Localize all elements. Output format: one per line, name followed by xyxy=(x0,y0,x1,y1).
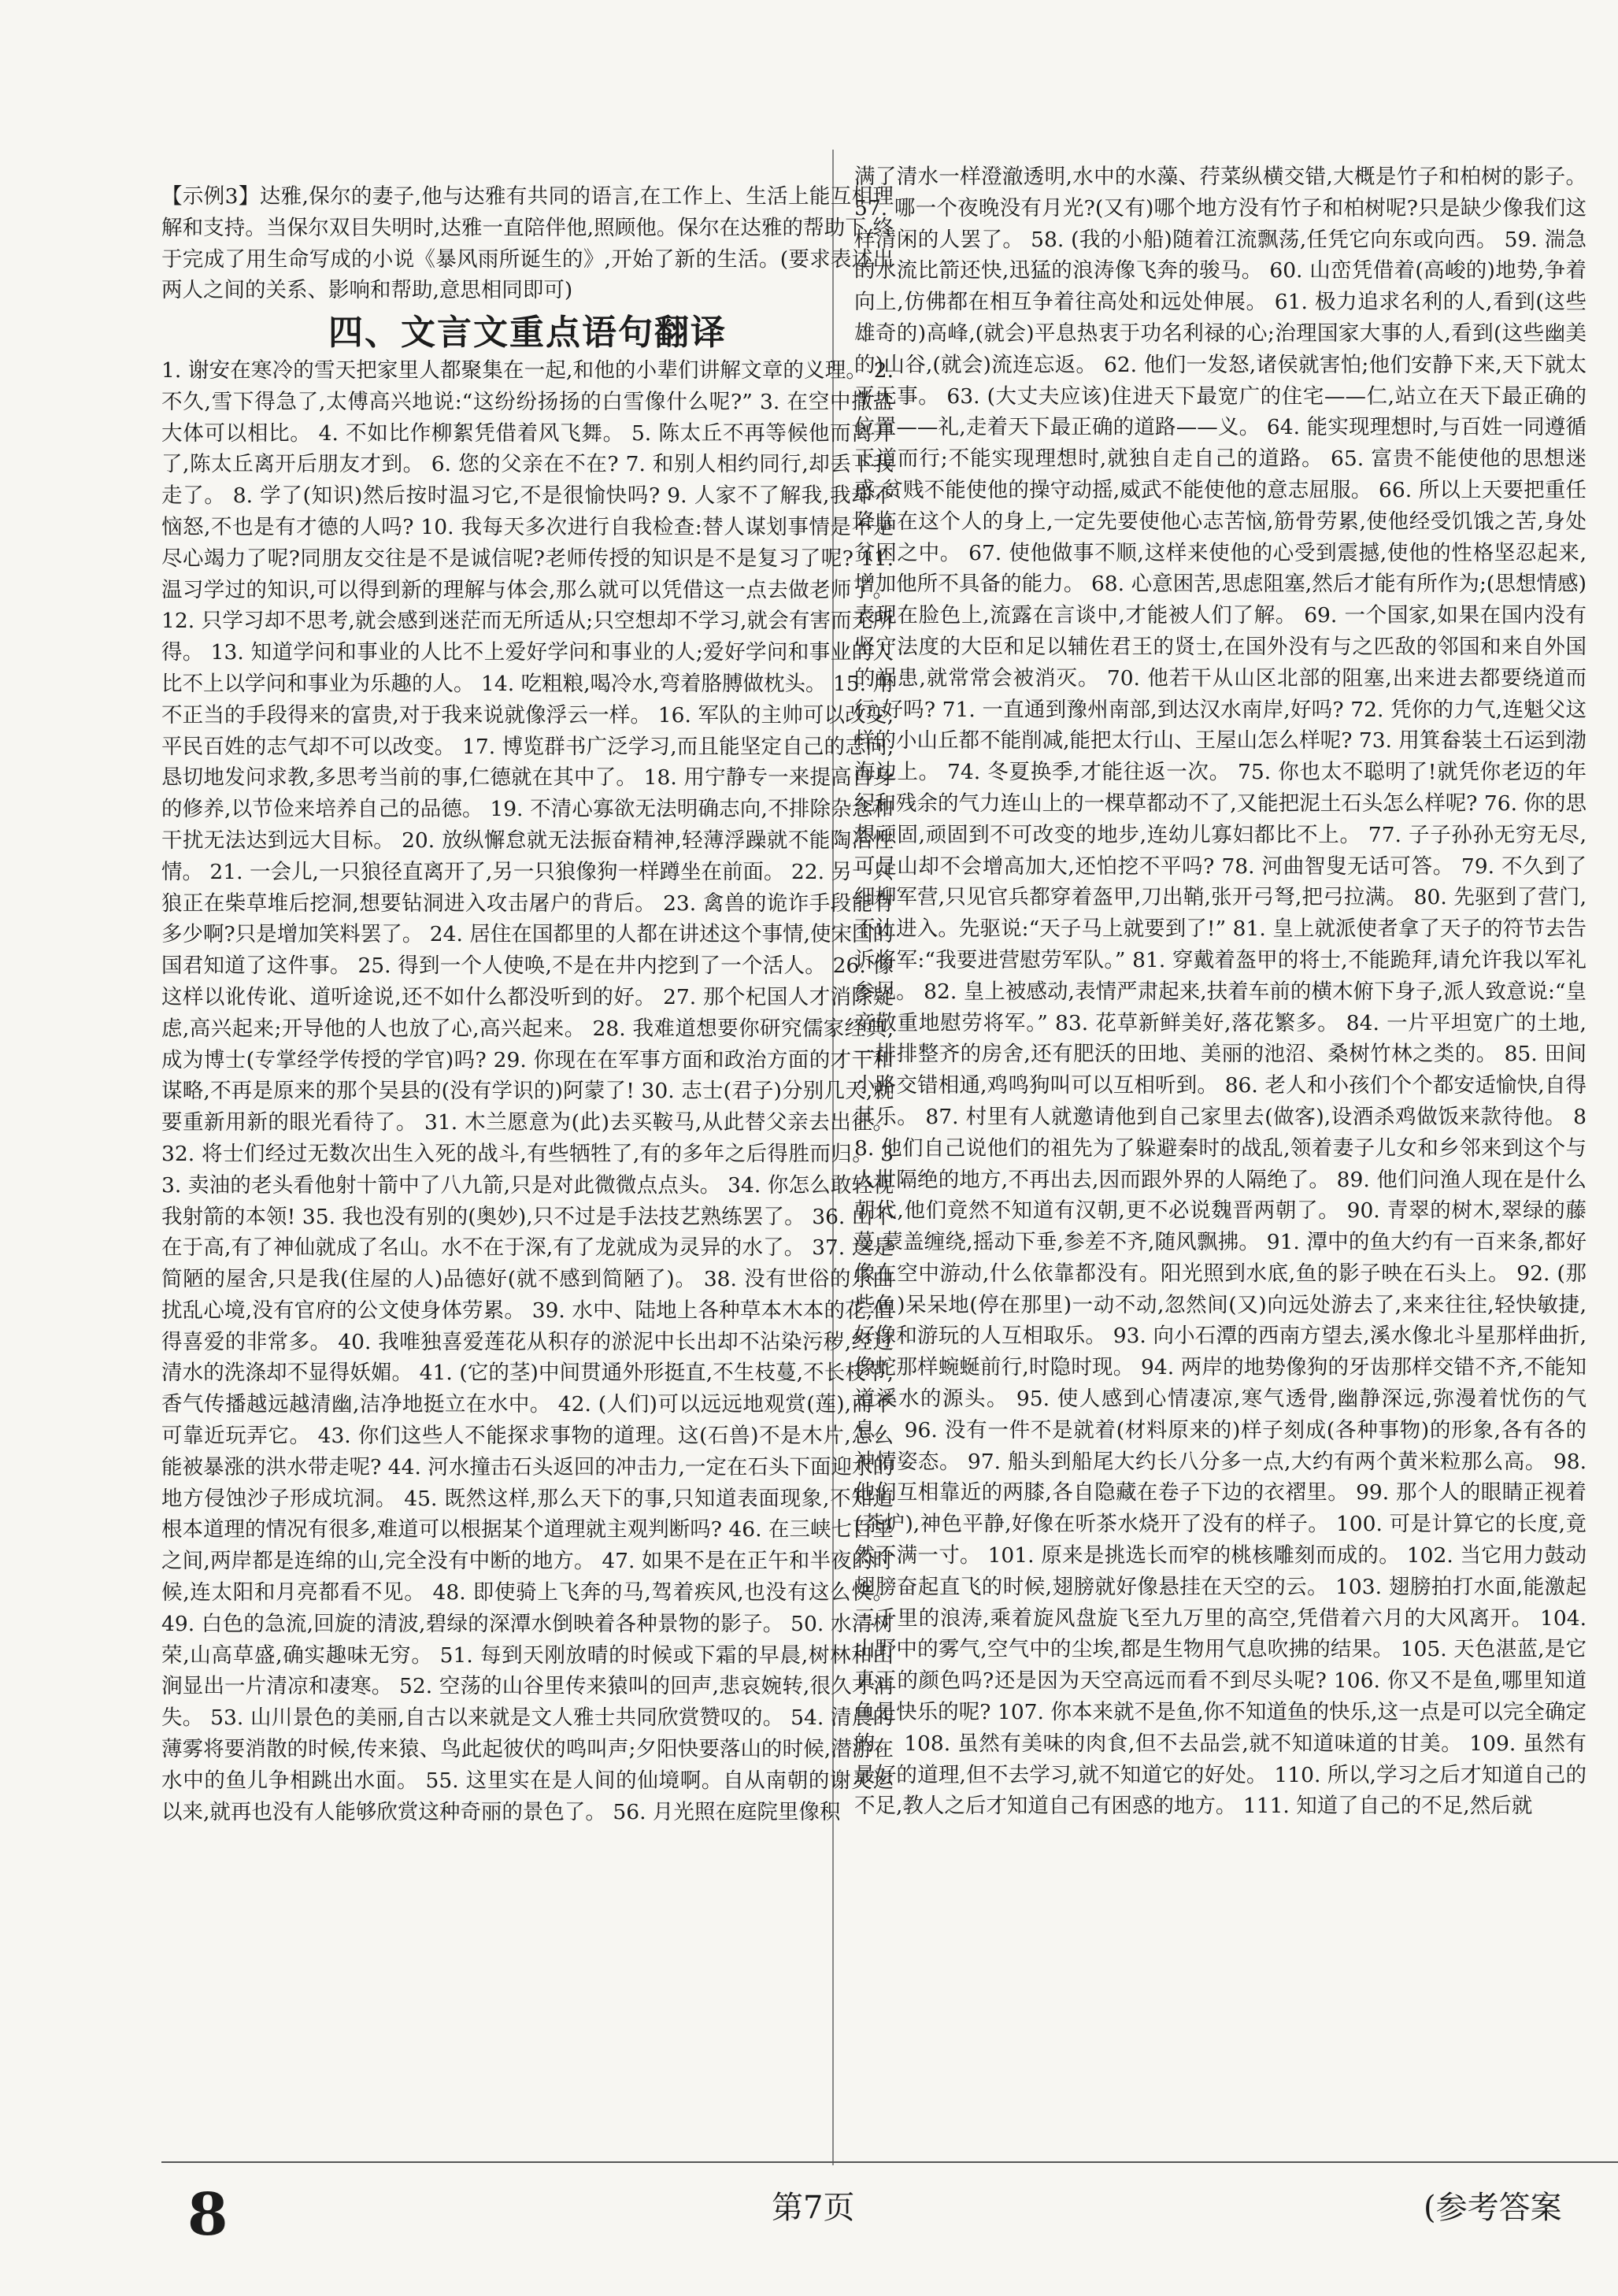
example-paragraph xyxy=(161,181,894,306)
left-column xyxy=(161,181,894,2118)
footer-rule xyxy=(161,2161,1618,2163)
page-label: 第7页 xyxy=(772,2190,855,2226)
section-title: 四、文言文重点语句翻译 xyxy=(328,313,727,354)
page-number-badge: 8 xyxy=(187,2181,228,2249)
translations-left: 1. 谢安在寒冷的雪天把家里人都聚集在一起,和他的小辈们讲解文章的义理。 2. 不久,雪下得急了,太傅高兴地说:“这纷纷扬扬的白雪像什么呢?” 3. 在空中撒盐大体可以相比。 4. 不如比作柳絮凭借着风飞舞。 5. 陈太丘不再等候他而离开了,陈太丘离开后朋友才到。 6. 您的父亲在不在? 7. 和别人相约同行,却丢下我走了。 8. 学了(知识)然后按时温习它,不是很愉快吗? 9. 人家不了解我,我却不恼怒,不也是有才德的人吗? 10. 我每天多次进行自我检查:替人谋划事情是不是尽心竭力了呢?同朋友交往是不是诚信呢?老师传授的知识是不是复习了呢? 11. 温习学过的知识,可以得到新的理解与体会,那么就可以凭借这一点去做老师了。 12. 只学习却不思考,就会感到迷茫而无所适从;只空想却不学习,就会有害而无所得。 13. 知道学问和事业的人比不上爱好学问和事业的人;爱好学问和事业的人比不上以学问和事业为乐趣的人。 14. 吃粗粮,喝冷水,弯着胳膊做枕头。 15. 用不正当的手段得来的富贵,对于我来说就像浮云一样。 16. 军队的主帅可以改变,平民百姓的志气却不可以改变。 17. 博览群书广泛学习,而且能坚定自己的志向,恳切地发问求教,多思考当前的事,仁德就在其中了。 18. 用宁静专一来提高自身的修养,以节俭来培养自己的品德。 19. 不清心寡欲无法明确志向,不排除杂念和干扰无法达到远大目标。 20. 放纵懈怠就无法振奋精神,轻薄浮躁就不能陶冶性情。 21. 一会儿,一只狼径直离开了,另一只狼像狗一样蹲坐在前面。 22. 另一只狼正在柴草堆后挖洞,想要钻洞进入攻击屠户的背后。 23. 禽兽的诡诈手段能有多少啊?只是增加笑料罢了。 24. 居住在国都里的人都在讲述这个事情,使宋国的国君知道了这件事。 25. 得到一个人使唤,不是在井内挖到了一个活人。 26. 像这样以讹传讹、道听途说,还不如什么都没听到的好。 27. 那个杞国人才消除疑虑,高兴起来;开导他的人也放了心,高兴起来。 28. 我难道想要你研究儒家经典,成为博士(专掌经学传授的学官)吗? 29. 你现在在军事方面和政治方面的才干和谋略,不再是原来的那个吴县的(没有学识的)阿蒙了! 30. 志士(君子)分别几天,就要重新用新的眼光看待了。 31. 木兰愿意为(此)去买鞍马,从此替父亲去出征。 32. 将士们经过无数次出生入死的战斗,有些牺牲了,有的多年之后得胜而归。 33. 卖油的老头看他射十箭中了八九箭,只是对此微微点点头。 34. 你怎么敢轻视我射箭的本领! 35. 我也没有别的(奥妙),只不过是手法技艺熟练罢了。 36. 山不在于高,有了神仙就成了名山。水不在于深,有了龙就成为灵异的水了。 37. 这是简陋的屋舍,只是我(住屋的人)品德好(就不感到简陋了)。 38. 没有世俗的乐曲扰乱心境,没有官府的公文使身体劳累。 39. 水中、陆地上各种草本木本的花,值得喜爱的非常多。 40. 我唯独喜爱莲花从积存的淤泥中长出却不沾染污秽,经过清水的洗涤却不显得妖媚。 41. (它的茎)中间贯通外形挺直,不生枝蔓,不长枝节,香气传播越远越清幽,洁净地挺立在水中。 42. (人们)可以远远地观赏(莲),而不可靠近玩弄它。 43. 你们这些人不能探求事物的道理。这(石兽)不是木片,怎么能被暴涨的洪水带走呢? 44. 河水撞击石头返回的冲击力,一定在石头下面迎水的地方侵蚀沙子形成坑洞。 45. 既然这样,那么天下的事,只知道表面现象,不知道根本道理的情况有很多,难道可以根据某个道理就主观判断吗? 46. 在三峡七百里之间,两岸都是连绵的山,完全没有中断的地方。 47. 如果不是在正午和半夜的时候,连太阳和月亮都看不见。 48. 即使骑上飞奔的马,驾着疾风,也没有这么快。 49. 白色的急流,回旋的清波,碧绿的深潭水倒映着各种景物的影子。 50. 水清树荣,山高草盛,确实趣味无穷。 51. 每到天刚放晴的时候或下霜的早晨,树林和山涧显出一片清凉和凄寒。 52. 空荡的山谷里传来猿叫的回声,悲哀婉转,很久才消失。 53. 山川景色的美丽,自古以来就是文人雅士共同欣赏赞叹的。 54. 清晨的薄雾将要消散的时候,传来猿、鸟此起彼伏的鸣叫声;夕阳快要落山的时候,潜游在水中的鱼儿争相跳出水面。 55. 这里实在是人间的仙境啊。自从南朝的谢灵运以来,就再也没有人能够欣赏这种奇丽的景色了。 56. 月光照在庭院里像积 xyxy=(161,357,894,1824)
example-label: 【示例3】 xyxy=(161,184,260,209)
answer-tab: (参考答案 xyxy=(1424,2190,1562,2226)
translations-right: 满了清水一样澄澈透明,水中的水藻、荇菜纵横交错,大概是竹子和柏树的影子。 57. 哪一个夜晚没有月光?(又有)哪个地方没有竹子和柏树呢?只是缺少像我们这样清闲的人罢了。 58. (我的小船)随着江流飘荡,任凭它向东或向西。 59. 湍急的水流比箭还快,迅猛的浪涛像飞奔的骏马。 60. 山峦凭借着(高峻的)地势,争着向上,仿佛都在相互争着往高处和远处伸展。 61. 极力追求名利的人,看到(这些雄奇的)高峰,(就会)平息热衷于功名利禄的心;治理国家大事的人,看到(这些幽美的)山谷,(就会)流连忘返。 62. 他们一发怒,诸侯就害怕;他们安静下来,天下就太平无事。 63. (大丈夫应该)住进天下最宽广的住宅——仁,站立在天下最正确的位置——礼,走着天下最正确的道路——义。 64. 能实现理想时,与百姓一同遵循正道而行;不能实现理想时,就独自走自己的道路。 65. 富贵不能使他的思想迷惑,贫贱不能使他的操守动摇,威武不能使他的意志屈服。 66. 所以上天要把重任降临在这个人的身上,一定先要使他心志苦恼,筋骨劳累,使他经受饥饿之苦,身处贫困之中。 67. 使他做事不顺,这样来使他的心受到震撼,使他的性格坚忍起来,增加他所不具备的能力。 68. 心意困苦,思虑阻塞,然后才能有所作为;(思想情感)表现在脸色上,流露在言谈中,才能被人们了解。 69. 一个国家,如果在国内没有坚守法度的大臣和足以辅佐君王的贤士,在国外没有与之匹敌的邻国和来自外国的祸患,就常常会被消灭。 70. 他若干从山区北部的阻塞,出来进去都要绕道而行,好吗? 71. 一直通到豫州南部,到达汉水南岸,好吗? 72. 凭你的力气,连魁父这样的小山丘都不能削减,能把太行山、王屋山怎么样呢? 73. 用箕畚装土石运到渤海边上。 74. 冬夏换季,才能往返一次。 75. 你也太不聪明了!就凭你老迈的年纪和残余的气力连山上的一棵草都动不了,又能把泥土石头怎么样呢? 76. 你的思想顽固,顽固到不可改变的地步,连幼儿寡妇都比不上。 77. 子子孙孙无穷无尽,可是山却不会增高加大,还怕挖不平吗? 78. 河曲智叟无话可答。 79. 不久到了细柳军营,只见官兵都穿着盔甲,刀出鞘,张开弓弩,把弓拉满。 80. 先驱到了营门,不让进入。先驱说:“天子马上就要到了!” 81. 皇上就派使者拿了天子的符节去告诉将军:“我要进营慰劳军队。” 81. 穿戴着盔甲的将士,不能跪拜,请允许我以军礼参见。 82. 皇上被感动,表情严肃起来,扶着车前的横木俯下身子,派人致意说:“皇帝敬重地慰劳将军。” 83. 花草新鲜美好,落花繁多。 84. 一片平坦宽广的土地,一排排整齐的房舍,还有肥沃的田地、美丽的池沼、桑树竹林之类的。 85. 田间小路交错相通,鸡鸣狗叫可以互相听到。 86. 老人和小孩们个个都安适愉快,自得其乐。 87. 村里有人就邀请他到自己家里去(做客),设酒杀鸡做饭来款待他。 88. 他们自己说他们的祖先为了躲避秦时的战乱,领着妻子儿女和乡邻来到这个与人世隔绝的地方,不再出去,因而跟外界的人隔绝了。 89. 他们问渔人现在是什么朝代,他们竟然不知道有汉朝,更不必说魏晋两朝了。 90. 青翠的树木,翠绿的藤蔓,蒙盖缠绕,摇动下垂,参差不齐,随风飘拂。 91. 潭中的鱼大约有一百来条,都好像在空中游动,什么依靠都没有。阳光照到水底,鱼的影子映在石头上。 92. (那些鱼)呆呆地(停在那里)一动不动,忽然间(又)向远处游去了,来来往往,轻快敏捷,好像和游玩的人互相取乐。 93. 向小石潭的西南方望去,溪水像北斗星那样曲折,像蛇那样蜿蜒前行,时隐时现。 94. 两岸的地势像狗的牙齿那样交错不齐,不能知道溪水的源头。 95. 使人感到心情凄凉,寒气透骨,幽静深远,弥漫着忧伤的气息。 96. 没有一件不是就着(材料原来的)样子刻成(各种事物)的形象,各有各的神情姿态。 97. 船头到船尾大约长八分多一点,大约有两个黄米粒那么高。 98. 他们互相靠近的两膝,各自隐藏在卷子下边的衣褶里。 99. 那个人的眼睛正视着(茶炉),神色平静,好像在听茶水烧开了没有的样子。 100. 可是计算它的长度,竟然不满一寸。 101. 原来是挑选长而窄的桃核雕刻而成的。 102. 当它用力鼓动翅膀奋起直飞的时候,翅膀就好像悬挂在天空的云。 103. 翅膀拍打水面,能激起三千里的浪涛,乘着旋风盘旋飞至九万里的高空,凭借着六月的大风离开。 104. 山野中的雾气,空气中的尘埃,都是生物用气息吹拂的结果。 105. 天色湛蓝,是它真正的颜色吗?还是因为天空高远而看不到尽头呢? 106. 你又不是鱼,哪里知道鱼是快乐的呢? 107. 你本来就不是鱼,你不知道鱼的快乐,这一点是可以完全确定的。 108. 虽然有美味的肉食,但不去品尝,就不知道味道的甘美。 109. 虽然有最好的道理,但不去学习,就不知道它的好处。 110. 所以,学习之后才知道自己的不足,教人之后才知道自己有困惑的地方。 111. 知道了自己的不足,然后就 xyxy=(854,165,1587,1819)
example-text: 达雅,保尔的妻子,他与达雅有共同的语言,在工作上、生活上能互相理解和支持。当保尔双目失明时,达雅一直陪伴他,照顾他。保尔在达雅的帮助下,终于完成了用生命写成的小说《暴风雨所诞生的》,开始了新的生活。(要求表述出两人之间的关系、影响和帮助,意思相同即可) xyxy=(161,184,894,303)
right-column xyxy=(854,161,1587,2134)
